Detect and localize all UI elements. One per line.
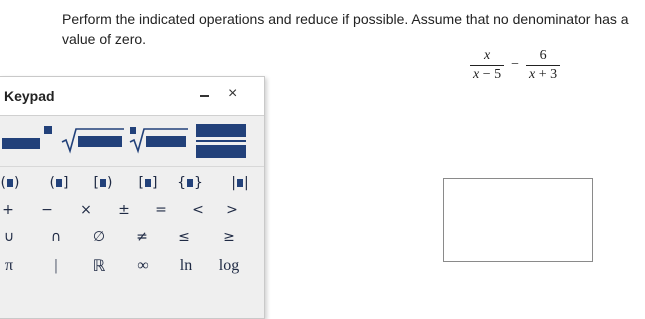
function-keys-row (0, 252, 264, 279)
braces-key[interactable] (175, 169, 205, 196)
nth-root-template-button[interactable] (128, 124, 190, 156)
term2-numerator: 6 (539, 47, 547, 63)
set-keys-row (0, 223, 264, 250)
keypad-title: Keypad (4, 88, 55, 104)
key-label-left: [ (138, 174, 144, 191)
key-label-left: | (231, 174, 236, 191)
not-equal-key[interactable]: ≠ (136, 228, 148, 245)
term1-denominator-var: x (473, 66, 480, 82)
fraction-term-1 (470, 48, 504, 83)
close-icon[interactable]: × (228, 85, 238, 102)
term2-denominator-rest: + 3 (538, 66, 558, 82)
key-label-left: ( (49, 174, 55, 191)
term2-denominator-var: x (529, 66, 536, 82)
divides-key[interactable]: | (54, 256, 58, 274)
parens-key[interactable] (0, 169, 25, 196)
key-label-right: ) (107, 174, 113, 191)
square-root-template-button[interactable] (60, 124, 126, 156)
answer-input-box[interactable] (443, 178, 593, 262)
plus-minus-key[interactable]: ± (118, 201, 130, 218)
greater-than-key[interactable]: > (226, 201, 238, 218)
reals-key[interactable]: ℝ (92, 257, 106, 275)
less-equal-key[interactable]: ≤ (178, 228, 190, 245)
brackets-key[interactable] (133, 169, 163, 196)
fraction-template-button[interactable] (194, 122, 248, 160)
empty-set-key[interactable]: ∅ (92, 228, 106, 245)
key-label-right: | (244, 174, 249, 191)
math-expression (470, 45, 560, 85)
half-open-right-key[interactable] (44, 169, 74, 196)
minus-key[interactable]: − (41, 201, 53, 218)
greater-equal-key[interactable]: ≥ (223, 228, 235, 245)
key-label-right: ] (152, 174, 158, 191)
less-than-key[interactable]: < (192, 201, 204, 218)
instructions-text: Perform the indicated operations and reduce if possible. Assume that no denominator has a value of zero. (62, 11, 629, 47)
key-label-right: } (194, 174, 203, 191)
infinity-key[interactable]: ∞ (137, 256, 149, 274)
absolute-value-key[interactable] (225, 169, 255, 196)
term1-numerator: x (483, 47, 491, 63)
key-label-left: { (177, 174, 186, 191)
intersection-key[interactable]: ∩ (50, 228, 62, 245)
minimize-icon[interactable] (197, 86, 213, 104)
equals-key[interactable]: = (155, 201, 167, 218)
union-key[interactable]: ∪ (3, 228, 15, 245)
superscript-template-button[interactable] (2, 124, 52, 156)
superscript-icon (2, 124, 52, 156)
operator-minus: − (511, 57, 520, 72)
log-key[interactable]: log (218, 256, 240, 274)
bracket-keys-row (0, 169, 264, 196)
fraction-icon (194, 122, 248, 160)
keypad-panel (0, 76, 265, 319)
keypad-header[interactable] (0, 77, 264, 116)
plus-key[interactable]: + (2, 201, 14, 218)
template-buttons-row (0, 116, 264, 167)
square-root-icon (60, 124, 126, 156)
term2-denominator (526, 65, 560, 83)
pi-key[interactable]: π (4, 256, 14, 274)
half-open-left-key[interactable] (88, 169, 118, 196)
term1-denominator-rest: − 5 (482, 66, 502, 82)
fraction-term-2 (526, 48, 560, 83)
term1-denominator (470, 65, 504, 83)
key-label-left: ( (0, 174, 6, 191)
nth-root-icon (128, 124, 190, 156)
key-label-left: [ (93, 174, 99, 191)
key-label-right: ] (63, 174, 69, 191)
ln-key[interactable]: ln (179, 256, 193, 274)
key-label-right: ) (14, 174, 20, 191)
times-key[interactable]: × (80, 201, 92, 218)
operator-keys-row (0, 196, 264, 223)
